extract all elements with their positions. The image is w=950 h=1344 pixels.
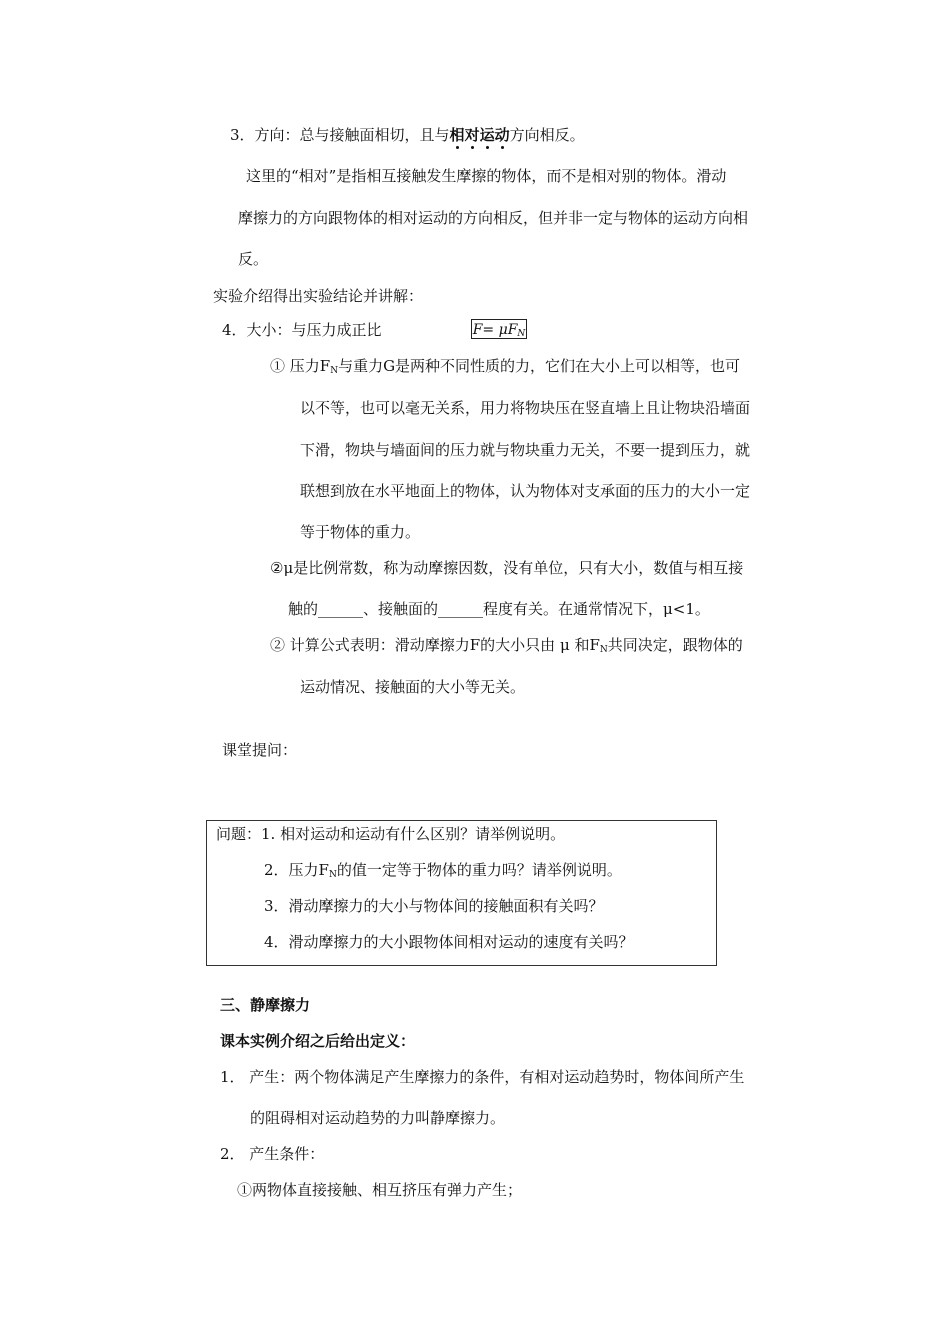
formula-subscript: N	[517, 329, 526, 339]
direction-heading	[230, 125, 585, 145]
question-2-subscript: N	[328, 870, 337, 880]
point1-line5: 等于物体的重力。	[300, 523, 421, 541]
static-item1-line1: 1． 产生：两个物体满足产生摩擦力的条件，有相对运动趋势时，物体间所产生	[220, 1068, 745, 1086]
direction-heading-tail: 方向相反。	[509, 126, 585, 144]
static-item1-line2: 的阻碍相对运动趋势的力叫静摩擦力。	[250, 1109, 506, 1127]
question-4: 4．滑动摩擦力的大小跟物体间相对运动的速度有关吗？	[264, 933, 634, 951]
static-condition1: ①两物体直接接触、相互挤压有弹力产生；	[237, 1181, 523, 1199]
point1-line3: 下滑，物块与墙面间的压力就与物块重力无关，不要一提到压力，就	[300, 441, 751, 459]
point3-line2: 运动情况、接触面的大小等无关。	[300, 678, 526, 696]
definition-intro: 课本实例介绍之后给出定义：	[220, 1032, 416, 1050]
question-1: 问题：1. 相对运动和运动有什么区别？请举例说明。	[216, 825, 566, 843]
formula-text: F= μF	[472, 322, 518, 338]
point1-line4: 联想到放在水平地面上的物体，认为物体对支承面的压力的大小一定	[300, 482, 751, 500]
direction-para-line3: 反。	[238, 250, 269, 268]
point3-subscript: N	[599, 645, 608, 655]
relative-motion-emphasis: 相对运动	[449, 126, 510, 144]
point1-line1-start: ① 压力F	[270, 357, 331, 375]
static-friction-title: 三、静摩擦力	[220, 996, 311, 1014]
direction-para-line2: 摩擦力的方向跟物体的相对运动的方向相反，但并非一定与物体的运动方向相	[238, 209, 749, 227]
point3-line1	[270, 635, 743, 660]
question-2-end: 的值一定等于物体的重力吗？请举例说明。	[336, 861, 622, 879]
point1-line2: 以不等，也可以毫无关系，用力将物块压在竖直墙上且让物块沿墙面	[300, 399, 751, 417]
question-2	[264, 860, 622, 885]
point1-line1-end: 与重力G是两种不同性质的力，它们在大小上可以相等，也可	[338, 357, 741, 375]
direction-heading-text: 3．方向：总与接触面相切，且与	[230, 126, 450, 144]
point1-line1	[270, 356, 740, 381]
friction-formula-box	[471, 319, 527, 339]
static-item2: 2． 产生条件：	[220, 1145, 325, 1163]
point2-line2: 触的______、接触面的______程度有关。在通常情况下，μ<1。	[288, 600, 710, 618]
point2-line1: ②μ是比例常数，称为动摩擦因数，没有单位，只有大小，数值与相互接	[270, 559, 744, 577]
direction-para-line1: 这里的“相对”是指相互接触发生摩擦的物体，而不是相对别的物体。滑动	[246, 167, 727, 185]
experiment-intro: 实验介绍得出实验结论并讲解：	[213, 287, 424, 305]
point1-subscript: N	[330, 366, 339, 376]
classroom-question-label: 课堂提问：	[222, 741, 298, 759]
point3-line1-end: 共同决定，跟物体的	[607, 636, 743, 654]
point3-line1-start: ② 计算公式表明：滑动摩擦力F的大小只由 μ 和F	[270, 636, 600, 654]
question-2-start: 2．压力F	[264, 861, 329, 879]
magnitude-heading: 4．大小：与压力成正比	[222, 321, 382, 339]
question-3: 3．滑动摩擦力的大小与物体间的接触面积有关吗？	[264, 897, 604, 915]
